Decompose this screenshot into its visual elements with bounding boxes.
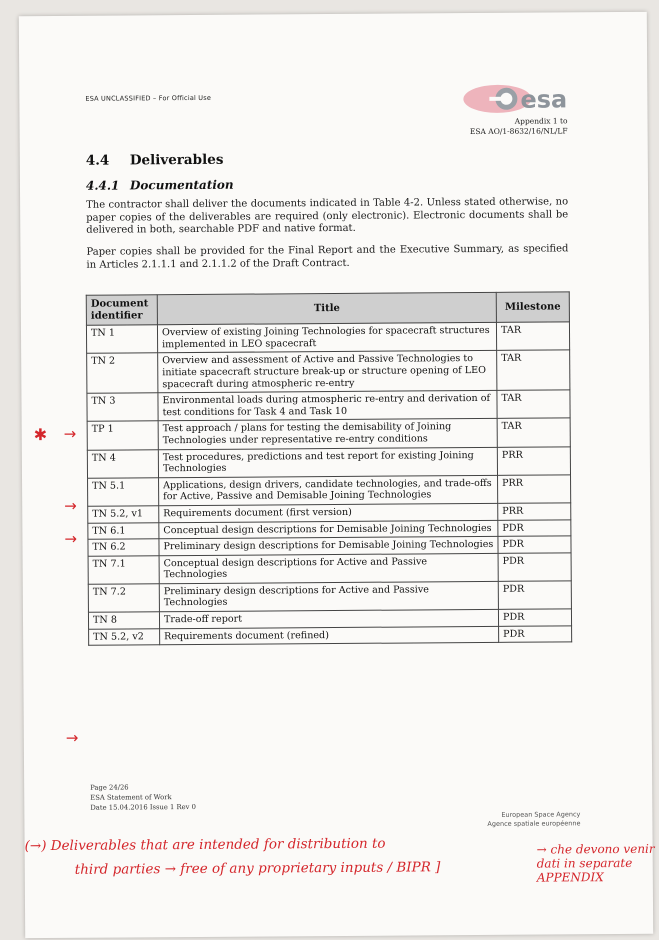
cell-id: TN 2 <box>87 353 158 393</box>
section-number: 4.4 <box>85 152 110 169</box>
cell-id: TN 5.1 <box>88 477 159 506</box>
cell-title: Applications, design drivers, candidate technologies, and trade-offs for Active, Passive and Demisable Joining Technologies <box>159 475 498 506</box>
table-row <box>88 581 571 613</box>
cell-id: TN 1 <box>86 325 157 354</box>
classification-label: ESA UNCLASSIFIED – For Official Use <box>85 93 212 103</box>
cell-id: TN 7.2 <box>88 584 159 613</box>
handwritten-scribble: ✱ <box>33 425 48 445</box>
cell-id: TN 5.2, v1 <box>88 506 159 523</box>
agency-footer <box>487 810 580 828</box>
cell-milestone: TAR <box>496 322 569 351</box>
cell-milestone: PDR <box>498 519 571 536</box>
agency-name-fr: Agence spatiale européenne <box>487 818 581 828</box>
cell-title: Requirements document (refined) <box>160 626 499 645</box>
table-row <box>87 446 570 478</box>
cell-title: Conceptual design descriptions for Active and Passive Technologies <box>159 553 498 584</box>
cell-id: TN 4 <box>87 449 158 478</box>
subsection-number: 4.4.1 <box>85 178 120 193</box>
header-title: Title <box>157 292 496 325</box>
cell-milestone: PDR <box>498 553 571 582</box>
handwritten-side-note: → che devono venir dati in separate APPENDIX <box>536 841 655 885</box>
cell-id: TP 1 <box>87 421 158 450</box>
arrow-icon: → <box>63 424 77 443</box>
cell-title: Overview of existing Joining Technologies for spacecraft structures implemented in LEO spacecraft <box>157 323 496 354</box>
table-row <box>88 553 571 585</box>
cell-title: Preliminary design descriptions for Demisable Joining Technologies <box>159 536 498 555</box>
cell-milestone: PDR <box>498 609 571 626</box>
document-page <box>19 12 653 938</box>
paragraph-deliverables: The contractor shall deliver the documents indicated in Table 4-2. Unless stated otherwise, no paper copies of the deliverables are required (only electronic). Electronic documents shall be delivered in both, searchable PDF and native format. <box>86 196 569 236</box>
deliverables-table <box>86 291 572 646</box>
cell-milestone: TAR <box>497 350 570 390</box>
cell-milestone: PRR <box>498 503 571 520</box>
table-row <box>87 350 570 393</box>
footer-date: Date 15.04.2016 Issue 1 Rev 0 <box>90 802 197 812</box>
subsection-title: Documentation <box>129 177 234 193</box>
paragraph-paper-copies: Paper copies shall be provided for the Final Report and the Executive Summary, as specified in Articles 2.1.1.1 and 2.1.1.2 of the Draft Contract. <box>86 243 569 271</box>
subsection-heading <box>86 178 234 193</box>
arrow-icon: → <box>64 529 78 548</box>
cell-title: Environmental loads during atmospheric re-entry and derivation of test conditions for Task 4 and Task 10 <box>158 391 497 422</box>
cell-id: TN 6.2 <box>88 539 159 556</box>
cell-title: Conceptual design descriptions for Demisable Joining Technologies <box>159 520 498 539</box>
section-heading <box>86 152 224 169</box>
cell-milestone: TAR <box>497 390 570 419</box>
handwritten-note-line-2: third parties → free of any proprietary inputs / BIPR ] <box>74 859 441 878</box>
arrow-icon: → <box>64 496 77 515</box>
arrow-icon: → <box>65 728 79 747</box>
header-document-identifier: Document identifier <box>86 295 157 326</box>
section-title: Deliverables <box>129 151 224 169</box>
cell-milestone: TAR <box>497 418 570 447</box>
table-row <box>89 626 572 646</box>
ref-line-1: Appendix 1 to <box>514 116 568 126</box>
cell-milestone: PDR <box>498 581 571 610</box>
table-row <box>86 322 569 354</box>
cell-milestone: PRR <box>497 446 570 475</box>
cell-milestone: PRR <box>498 475 571 504</box>
ref-line-2: ESA AO/1-8632/16/NL/LF <box>469 126 568 137</box>
cell-title: Test approach / plans for testing the demisability of Joining Technologies under representative re-entry conditions <box>158 419 497 450</box>
cell-milestone: PDR <box>498 536 571 553</box>
table-row <box>88 475 571 507</box>
cell-id: TN 3 <box>87 393 158 422</box>
cell-id: TN 7.1 <box>88 555 159 584</box>
page-number: Page 24/26 <box>90 783 129 792</box>
table-header-row <box>86 292 569 326</box>
esa-logo-text: esa <box>520 85 568 114</box>
table-row <box>87 390 570 422</box>
table-row <box>87 418 570 450</box>
cell-title: Test procedures, predictions and test report for existing Joining Technologies <box>158 447 497 478</box>
cell-title: Trade-off report <box>159 609 498 628</box>
footer-document: ESA Statement of Work <box>90 793 172 802</box>
cell-id: TN 5.2, v2 <box>89 628 160 645</box>
appendix-reference <box>470 116 568 137</box>
cell-id: TN 8 <box>88 612 159 629</box>
cell-milestone: PDR <box>499 626 572 643</box>
agency-name-en: European Space Agency <box>501 810 581 819</box>
cell-title: Preliminary design descriptions for Active and Passive Technologies <box>159 581 498 612</box>
cell-title: Requirements document (first version) <box>159 503 498 522</box>
cell-id: TN 6.1 <box>88 522 159 539</box>
header-milestone: Milestone <box>496 292 569 323</box>
page-footer <box>90 782 196 813</box>
cell-title: Overview and assessment of Active and Passive Technologies to initiate spacecraft structure break-up or structure opening of LEO spacecraft during atmospheric re-entry <box>158 351 497 393</box>
handwritten-note-line-1: (→) Deliverables that are intended for distribution to <box>24 835 386 855</box>
